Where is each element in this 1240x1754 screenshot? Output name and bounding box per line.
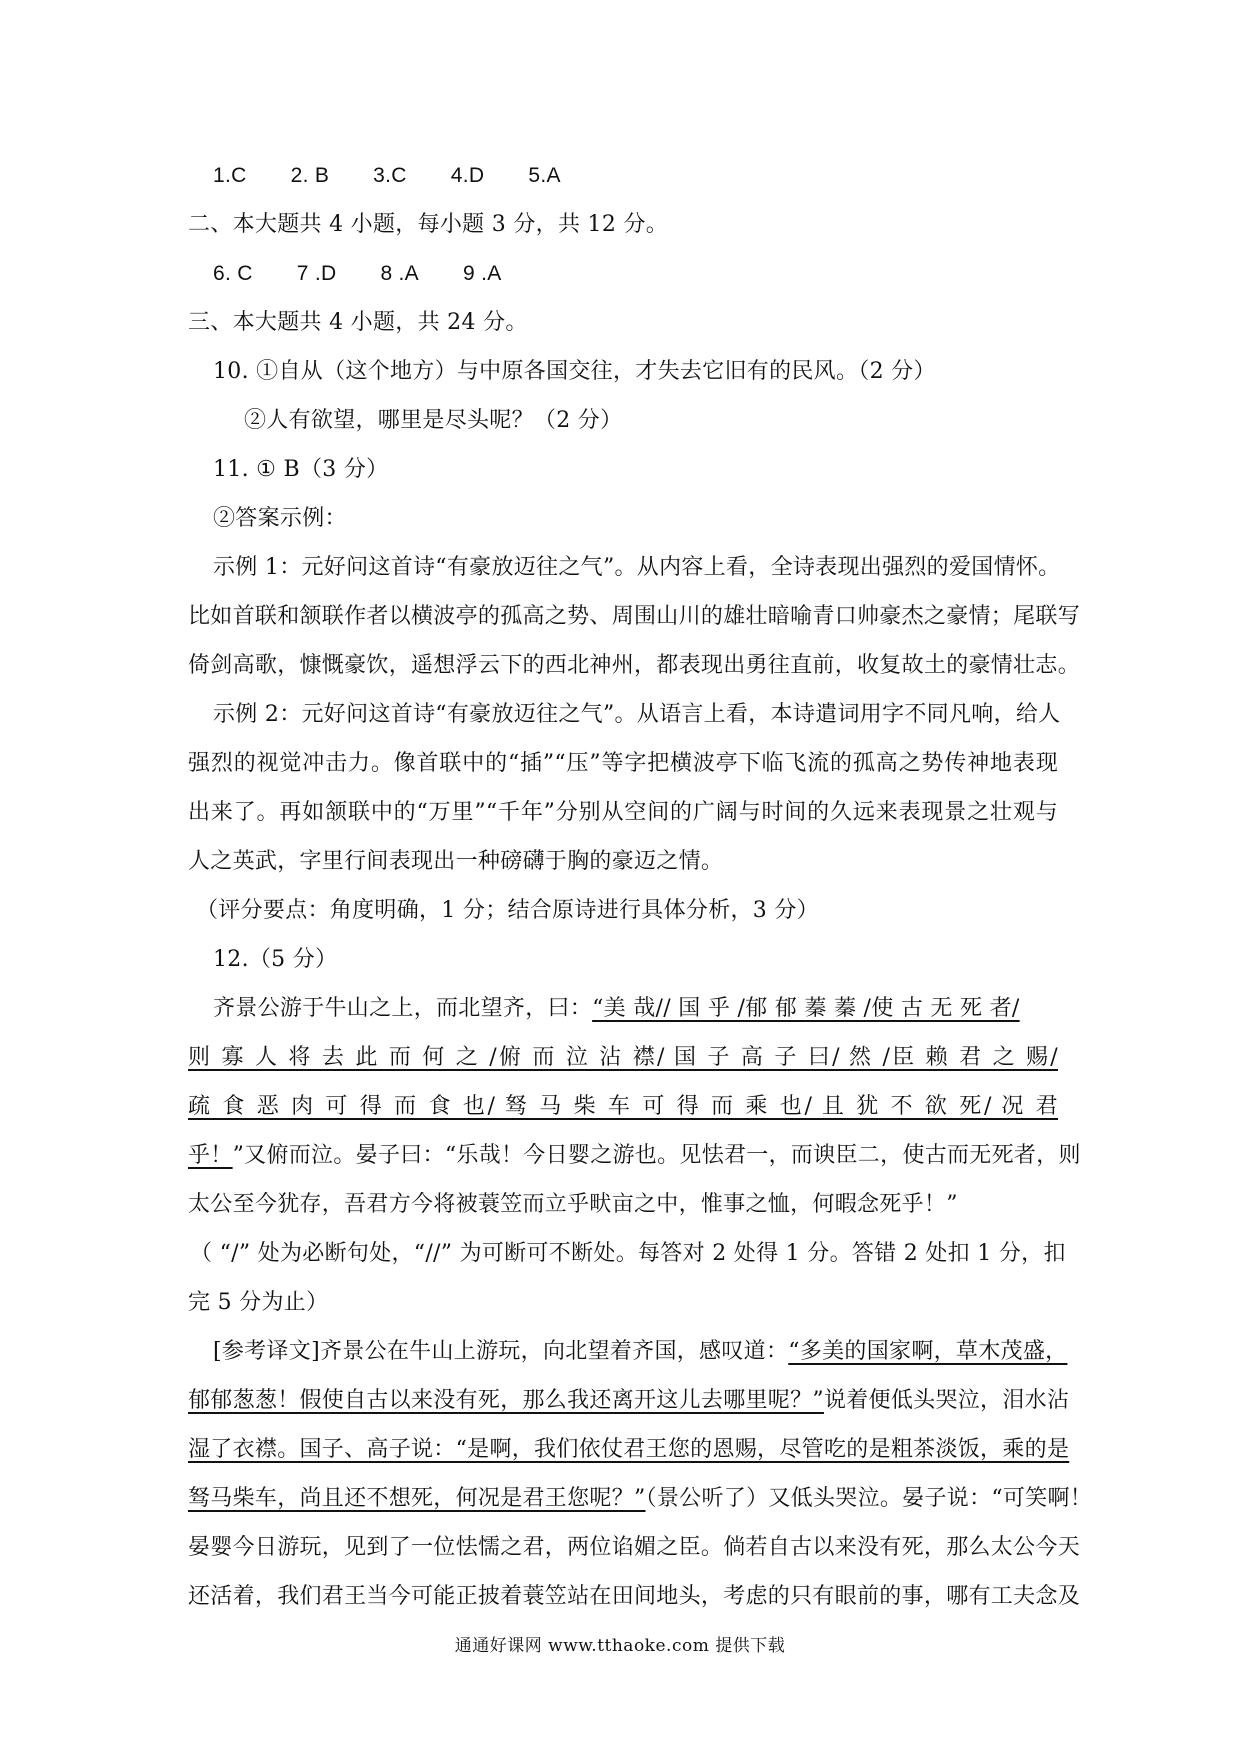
section-2-heading: 二、本大题共 4 小题，每小题 3 分，共 12 分。 — [188, 212, 669, 237]
section-3-heading: 三、本大题共 4 小题，共 24 分。 — [188, 310, 528, 335]
translation-line-2 — [188, 1387, 1070, 1415]
q11-answer-1: 11. ① B（3 分） — [213, 457, 389, 482]
answer-4: 4.D — [450, 164, 485, 187]
page-footer: 通通好课网 www.tthaoke.com 提供下载 — [454, 1636, 786, 1656]
scoring-note: （评分要点：角度明确，1 分；结合原诗进行具体分析，3 分） — [196, 898, 819, 923]
translation-line-4-underlined: 驽马柴车，尚且还不想死，何况是君王您呢？” — [188, 1486, 646, 1511]
example-2-line-3: 出来了。再如颔联中的“万里”“千年”分别从空间的广阔与时间的久远来表现景之壮观与 — [188, 800, 1058, 825]
q12-line-4-rest: ”又俯而泣。晏子曰：“乐哉！今日婴之游也。见怯君一，而谀臣二，使古而无死者，则 — [232, 1143, 1081, 1168]
answer-6: 6. C — [213, 262, 253, 285]
example-1-line-2: 比如首联和颔联作者以横波亭的孤高之势、周围山川的雄壮暗喻青口帅豪杰之豪情；尾联写 — [188, 604, 1081, 629]
q12-line-3: 疏 食 恶 肉 可 得 而 食 也/ 驽 马 柴 车 可 得 而 乘 也/ 且 犹 不 欲 死/ 况 君 — [188, 1094, 1058, 1119]
example-2-line-1: 示例 2：元好问这首诗“有豪放迈往之气”。从语言上看，本诗遣词用字不同凡响，给人 — [213, 702, 1061, 727]
example-1-line-1: 示例 1：元好问这首诗“有豪放迈往之气”。从内容上看，全诗表现出强烈的爱国情怀。 — [213, 555, 1061, 580]
q12-line-4 — [188, 1142, 1081, 1170]
translation-line-1 — [213, 1338, 1068, 1366]
answer-3: 3.C — [373, 164, 407, 187]
q12-heading: 12.（5 分） — [213, 947, 338, 972]
q11-answer-2-label: ②答案示例： — [213, 506, 347, 531]
translation-line-6: 还活着，我们君王当今可能正披着蓑笠站在田间地头，考虑的只有眼前的事，哪有工夫念及 — [188, 1584, 1081, 1609]
marking-note-line-1: （ “/” 处为必断句处，“//” 为可断可不断处。每答对 2 处得 1 分。答错 2 处扣 1 分，扣 — [190, 1241, 1066, 1266]
answer-7: 7 .D — [296, 262, 337, 285]
translation-line-4 — [188, 1485, 1093, 1513]
example-1-line-3: 倚剑高歌，慷慨豪饮，遥想浮云下的西北神州，都表现出勇往直前，收复故土的豪情壮志。 — [188, 653, 1081, 678]
answer-1: 1.C — [213, 164, 247, 187]
translation-line-2-underlined: 郁郁葱葱！假使自古以来没有死，那么我还离开这儿去哪里呢？” — [188, 1388, 824, 1413]
answer-8: 8 .A — [380, 262, 419, 285]
answer-9: 9 .A — [463, 262, 502, 285]
q10-answer-2: ②人有欲望，哪里是尽头呢？（2 分） — [244, 408, 623, 433]
q12-line-1 — [213, 995, 1058, 1023]
translation-line-5: 晏婴今日游玩，见到了一位怯懦之君，两位谄媚之臣。倘若自古以来没有死，那么太公今天 — [188, 1535, 1081, 1560]
translation-line-3: 湿了衣襟。国子、高子说：“是啊，我们依仗君王您的恩赐，尽管吃的是粗茶淡饭，乘的是 — [188, 1437, 1070, 1462]
q12-line-4-punctuated: 乎！ — [188, 1143, 233, 1168]
q10-answer-1: 10. ①自从（这个地方）与中原各国交往，才失去它旧有的民风。（2 分） — [213, 359, 936, 384]
q12-line-5: 太公至今犹存，吾君方今将被蓑笠而立乎畎亩之中，惟事之恤，何暇念死乎！” — [188, 1192, 958, 1217]
example-2-line-4: 人之英武，字里行间表现出一种磅礴于胸的豪迈之情。 — [188, 849, 724, 874]
example-2-line-2: 强烈的视觉冲击力。像首联中的“插”“压”等字把横波亭下临飞流的孤高之势传神地表现 — [188, 751, 1058, 776]
q12-line-1-punctuated: “美 哉// 国 乎 /郁 郁 蓁 蓁 /使 古 无 死 者/ — [592, 996, 1020, 1021]
answer-2: 2. B — [290, 164, 330, 187]
q12-line-2: 则 寡 人 将 去 此 而 何 之 /俯 而 泣 沾 襟/ 国 子 高 子 曰/ 然 /臣 赖 君 之 赐/ — [188, 1045, 1058, 1070]
translation-line-2-rest: 说着便低头哭泣，泪水沾 — [823, 1388, 1070, 1413]
answers-part-2 — [213, 260, 1083, 288]
answers-part-1 — [213, 162, 1083, 190]
marking-note-line-2: 完 5 分为止） — [188, 1290, 329, 1315]
q12-line-1-lead: 齐景公游于牛山之上，而北望齐，曰： — [213, 996, 593, 1021]
translation-line-1-underlined: “多美的国家啊，草木茂盛， — [788, 1339, 1068, 1364]
translation-line-1-lead: [参考译文]齐景公在牛山上游玩，向北望着齐国，感叹道： — [213, 1339, 789, 1364]
translation-line-4-rest: （景公听了）又低头哭泣。晏子说：“可笑啊！ — [645, 1486, 1093, 1511]
answer-5: 5.A — [528, 164, 561, 187]
